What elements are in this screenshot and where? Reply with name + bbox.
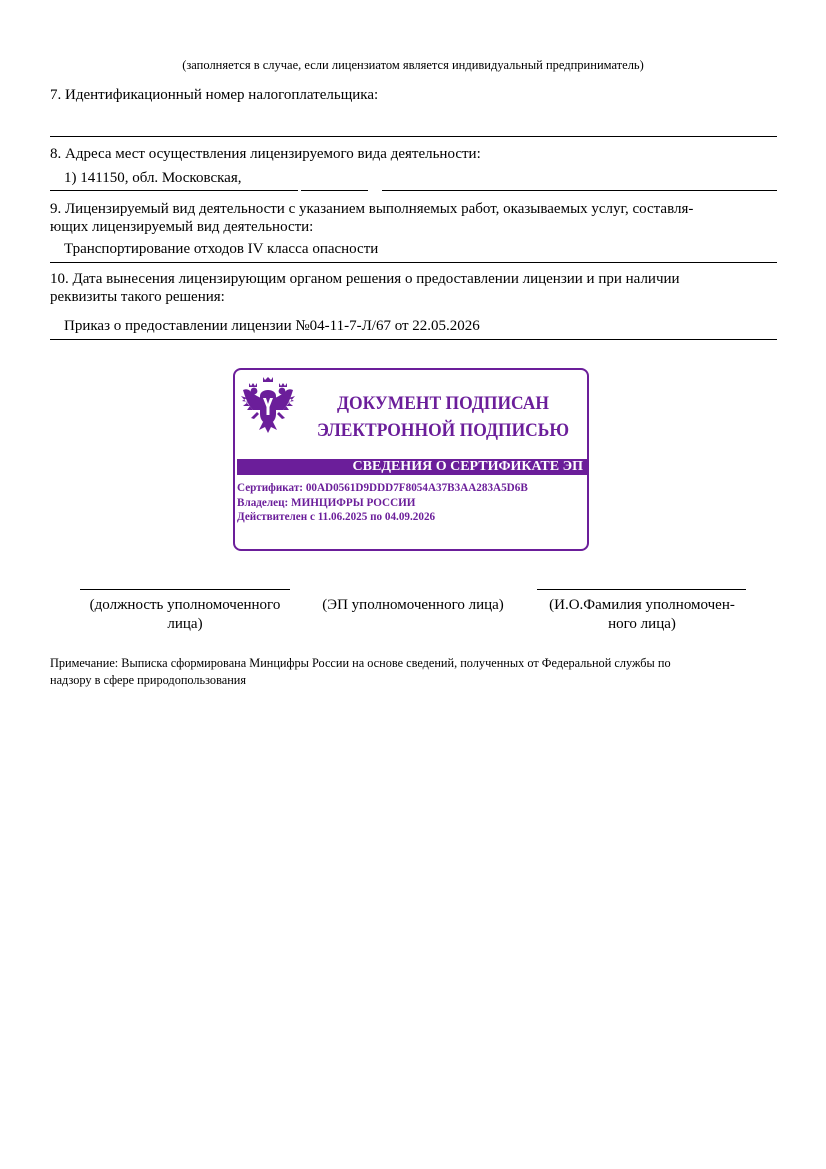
section-8-label: 8. Адреса мест осуществления лицензируемого вида деятельности:: [50, 146, 481, 162]
section-10-label: 10. Дата вынесения лицензирующим органом решения о предоставлении лицензии и при наличии реквизиты такого решения:: [50, 271, 680, 305]
certificate-owner: Владелец: МИНЦИФРЫ РОССИИ: [237, 494, 416, 509]
section-10-rule: [50, 339, 777, 340]
footnote: Примечание: Выписка сформирована Минцифры России на основе сведений, полученных от Федеральной службы по надзору в сфере природопользования: [50, 656, 671, 687]
section-8-rule: [50, 190, 777, 191]
position-caption: (должность уполномоченного лица): [89, 597, 281, 632]
position-signature-line: [80, 589, 290, 590]
name-caption: (И.О.Фамилия уполномочен- ного лица): [549, 597, 735, 632]
ep-caption: (ЭП уполномоченного лица): [322, 597, 504, 613]
section-8-value-row: [50, 169, 777, 187]
electronic-signature-stamp: [233, 368, 589, 551]
name-signature-line: [537, 589, 746, 590]
certificate-number: Сертификат: 00AD0561D9DDD7F8054A37B3AA283A5D6B: [237, 480, 528, 494]
section-8-value: 1) 141150, обл. Московская,: [64, 170, 242, 186]
double-headed-eagle-icon: [239, 374, 297, 434]
section-7-rule: [50, 136, 777, 137]
certificate-validity: Действителен с 11.06.2025 по 04.09.2026: [237, 509, 436, 523]
stamp-certificate-info: [237, 480, 587, 524]
section-10-value: Приказ о предоставлении лицензии №04-11-7-Л/67 от 22.05.2026: [64, 318, 480, 334]
stamp-title: ДОКУМЕНТ ПОДПИСАН ЭЛЕКТРОННОЙ ПОДПИСЬЮ: [316, 393, 570, 441]
section-9-label: 9. Лицензируемый вид деятельности с указанием выполняемых работ, оказываемых услуг, составля- ющих лицензируемый вид деятельности:: [50, 201, 694, 235]
top-note: (заполняется в случае, если лицензиатом является индивидуальный предприниматель): [182, 58, 644, 72]
section-9-value: Транспортирование отходов IV класса опасности: [64, 241, 379, 257]
section-9-rule: [50, 262, 777, 263]
section-7-label: 7. Идентификационный номер налогоплательщика:: [50, 87, 379, 103]
section-9-value-row: [50, 240, 777, 258]
stamp-certificate-band: СВЕДЕНИЯ О СЕРТИФИКАТЕ ЭП: [237, 459, 587, 475]
section-10-value-row: [50, 317, 777, 335]
